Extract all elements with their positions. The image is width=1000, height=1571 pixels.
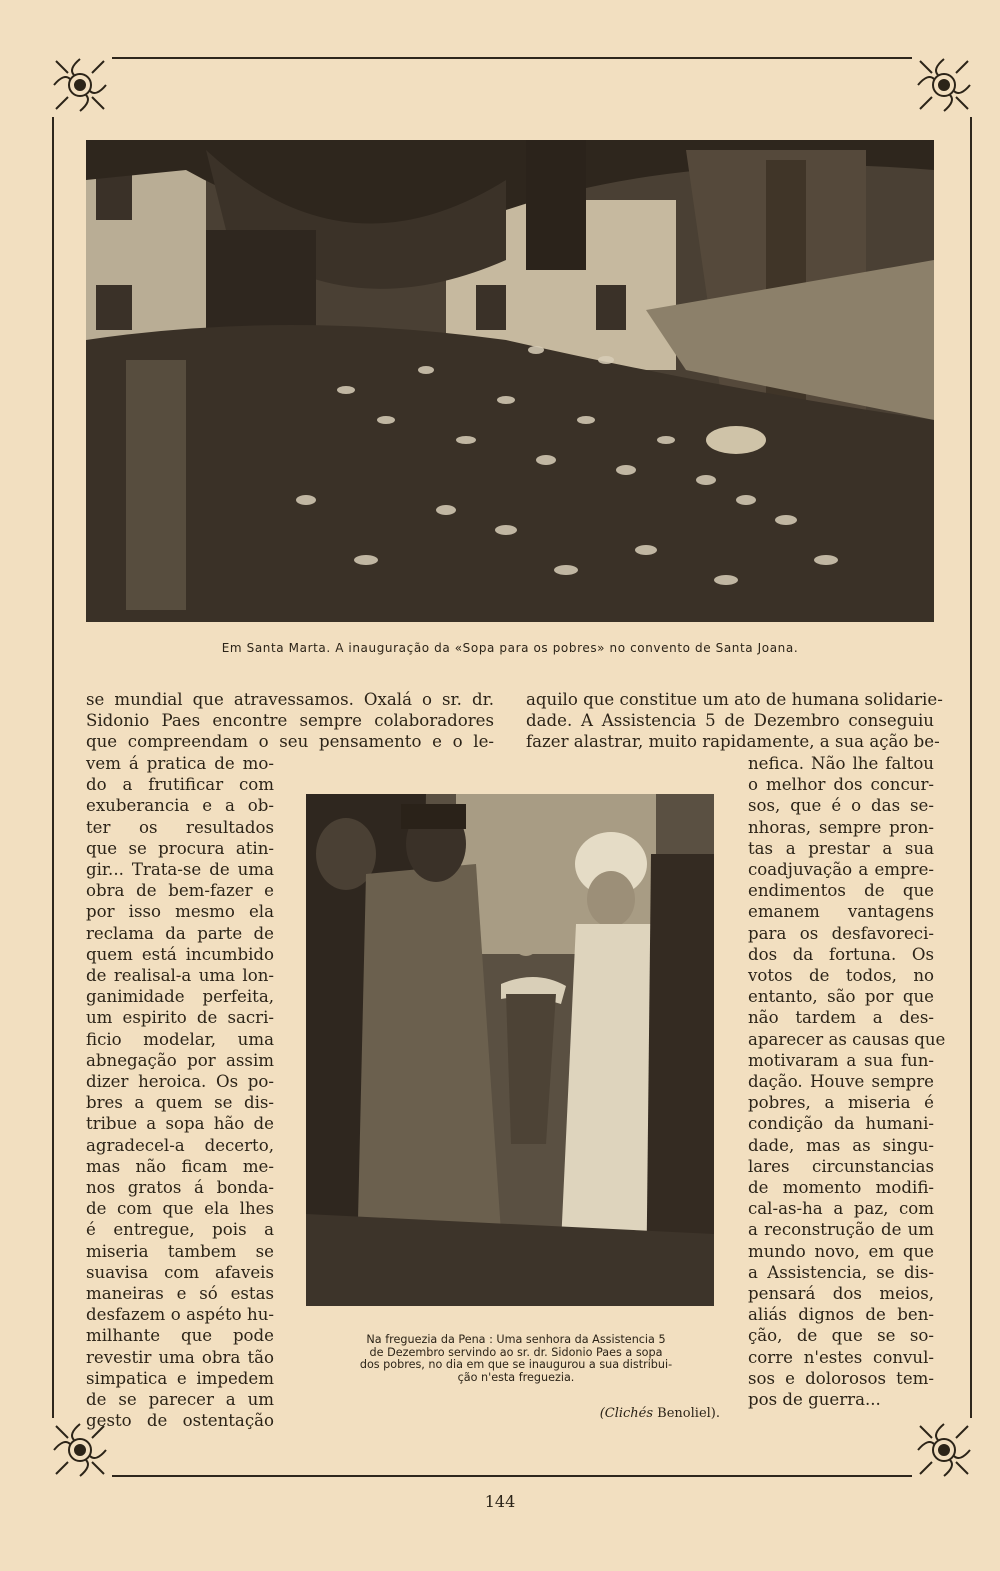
text-line: motivaram a sua fun- (748, 1050, 934, 1070)
text-line: fazer alastrar, muito rapidamente, a sua ação be- (526, 732, 940, 752)
text-line: do a frutificar com (86, 775, 274, 795)
corner-ornament-icon (912, 1418, 976, 1482)
text-line: lares circunstancias (748, 1156, 934, 1176)
text-line: ficio modelar, uma (86, 1029, 274, 1049)
text-line: ganimidade perfeita, (86, 987, 274, 1007)
text-line: ção, de que se so- (748, 1326, 934, 1346)
text-line: suavisa com afaveis (86, 1262, 274, 1282)
text-line: corre n'estes convul- (748, 1347, 934, 1367)
text-line: é entregue, pois a (86, 1220, 274, 1240)
credit-name: Benoliel). (653, 1406, 720, 1421)
corner-ornament-icon (912, 53, 976, 117)
middle-photo-caption (306, 1334, 726, 1384)
text-line: não tardem a des- (748, 1008, 934, 1028)
text-line: pos de guerra... (748, 1390, 881, 1410)
text-line: pensará dos meios, (748, 1284, 934, 1304)
article-right-wide (526, 689, 943, 753)
text-line: que se procura atin- (86, 838, 274, 858)
article-left-wide (86, 689, 494, 753)
text-line: aparecer as causas que (748, 1029, 946, 1049)
text-line: gesto de ostentação (86, 1411, 274, 1431)
text-line: o melhor dos concur- (748, 775, 934, 795)
text-line: gir... Trata-se de uma (86, 860, 274, 880)
text-line: nefica. Não lhe faltou (748, 754, 934, 773)
text-line: dade. A Assistencia 5 de Dezembro conseguiu (526, 711, 934, 731)
article-left-column (86, 753, 274, 1432)
text-line: um espirito de sacri- (86, 1008, 274, 1028)
text-line: vem á pratica de mo- (86, 754, 274, 773)
top-photo-caption: Em Santa Marta. A inauguração da «Sopa para os pobres» no convento de Santa Joana. (221, 641, 799, 655)
text-line: simpatica e impedem (86, 1368, 274, 1388)
text-line: nos gratos á bonda- (86, 1178, 274, 1198)
text-line: sos e dolorosos tem- (748, 1368, 934, 1388)
text-line: exuberancia e a ob- (86, 796, 274, 816)
crowd-photo (86, 140, 934, 622)
text-line: de realisal-a uma lon- (86, 966, 274, 986)
text-line: abnegação por assim (86, 1050, 274, 1070)
text-line: aliás dignos de ben- (748, 1305, 934, 1325)
text-line: votos de todos, no (748, 966, 934, 986)
text-line: de se parecer a um (86, 1390, 274, 1410)
caption-line: ção n'esta freguezia. (457, 1370, 575, 1384)
text-line: dos da fortuna. Os (748, 944, 934, 964)
text-line: tas a prestar a sua (748, 838, 934, 858)
text-line: coadjuvação a empre- (748, 860, 934, 880)
text-line: dação. Houve sempre (748, 1072, 934, 1092)
text-line: nhoras, sempre pron- (748, 817, 934, 837)
text-line: condição da humani- (748, 1114, 934, 1134)
text-line: Sidonio Paes encontre sempre colaboradores (86, 711, 494, 731)
text-line: pobres, a miseria é (748, 1093, 934, 1113)
text-line: mas não ficam me- (86, 1156, 274, 1176)
text-line: sos, que é o das se- (748, 796, 934, 816)
text-line: ter os resultados (86, 817, 274, 837)
text-line: agradecel-a decerto, (86, 1135, 274, 1155)
text-line: bres a quem se dis- (86, 1093, 274, 1113)
text-line: miseria tambem se (86, 1241, 274, 1261)
text-line: a Assistencia, se dis- (748, 1262, 934, 1282)
text-line: revestir uma obra tão (86, 1347, 274, 1367)
text-line: milhante que pode (86, 1326, 274, 1346)
page-number: 144 (484, 1492, 516, 1511)
text-line: emanem vantagens (748, 902, 934, 922)
text-line: de com que ela lhes (86, 1199, 274, 1219)
text-line: endimentos de que (748, 881, 934, 901)
corner-ornament-icon (48, 53, 112, 117)
text-line: entanto, são por que (748, 987, 934, 1007)
text-line: a reconstrução de um (748, 1220, 934, 1240)
text-line: aquilo que constitue um ato de humana solidarie- (526, 690, 943, 709)
caption-line: Na freguezia da Pena : Uma senhora da Assistencia 5 (366, 1333, 666, 1346)
soup-serving-photo (306, 794, 714, 1306)
text-line: obra de bem-fazer e (86, 881, 274, 901)
text-line: tribue a sopa hão de (86, 1114, 274, 1134)
article-right-column (748, 753, 946, 1410)
text-line: mundo novo, em que (748, 1241, 934, 1261)
text-line: cal-as-ha a paz, com (748, 1199, 934, 1219)
text-line: dade, mas as singu- (748, 1135, 934, 1155)
text-line: se mundial que atravessamos. Oxalá o sr. dr. (86, 690, 494, 709)
text-line: dizer heroica. Os po- (86, 1072, 274, 1092)
credit-italic: (Clichés (599, 1406, 654, 1421)
caption-line: dos pobres, no dia em que se inaugurou a sua distribui- (359, 1358, 673, 1371)
text-line: que compreendam o seu pensamento e o le- (86, 732, 494, 752)
text-line: reclama da parte de (86, 923, 274, 943)
caption-line: de Dezembro servindo ao sr. dr. Sidonio Paes a sopa (369, 1345, 663, 1359)
text-line: por isso mesmo ela (86, 902, 274, 922)
text-line: de momento modifi- (748, 1178, 934, 1198)
text-line: maneiras e só estas (86, 1284, 274, 1304)
text-line: quem está incumbido (86, 944, 274, 964)
photo-credit (560, 1406, 720, 1421)
text-line: desfazem o aspéto hu- (86, 1305, 274, 1325)
text-line: para os desfavoreci- (748, 923, 934, 943)
